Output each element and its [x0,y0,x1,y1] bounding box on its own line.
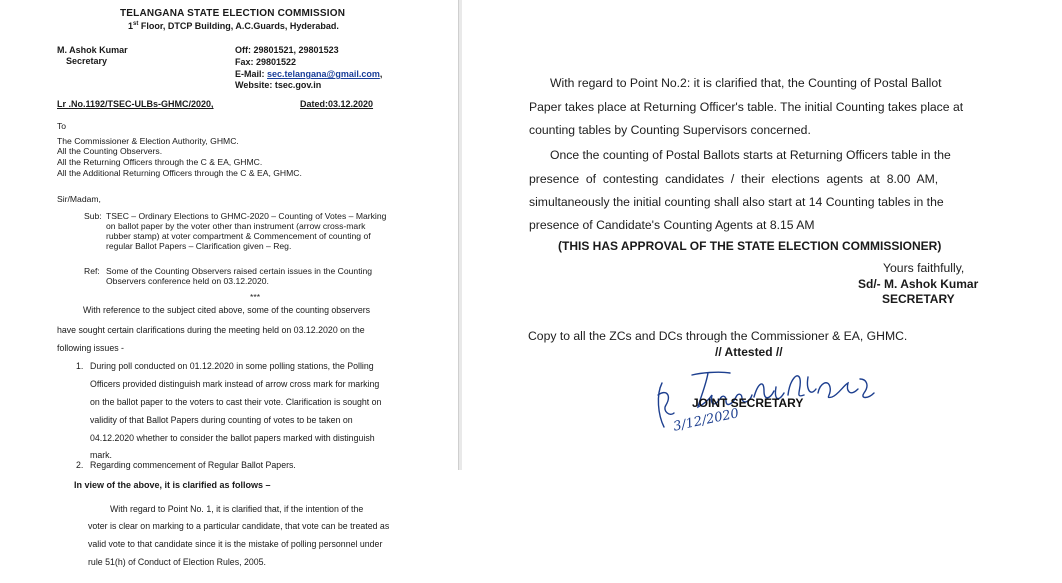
clarified-heading: In view of the above, it is clarified as follows – [74,480,271,490]
point1-line: With regard to Point No. 1, it is clarified that, if the intention of the [110,504,364,514]
to-label: To [57,121,67,131]
handwritten-signature [648,365,888,460]
issue-line: Regarding commencement of Regular Ballot Papers. [90,460,296,470]
subject-label: Sub: [84,211,102,221]
ref-line: Observers conference held on 03.12.2020. [106,276,269,286]
website-line: Website: tsec.gov.in [235,80,322,90]
salutation: Sir/Madam, [57,194,101,204]
letterhead-org: TELANGANA STATE ELECTION COMMISSION [120,8,346,19]
letter-page-1 [0,0,458,583]
addressee-line: All the Returning Officers through the C & EA, GHMC. [57,157,263,167]
letter-page-2 [462,0,1062,583]
intro-line: following issues - [57,343,124,353]
point2-line: With regard to Point No.2: it is clarified that, the Counting of Postal Ballot [550,76,942,90]
email-link[interactable]: sec.telangana@gmail.com [267,69,380,79]
copy-to-line: Copy to all the ZCs and DCs through the Commissioner & EA, GHMC. [528,329,908,343]
issue-line: 04.12.2020 whether to consider the ballot papers marked with distinguish [90,433,375,443]
issue-number: 1. [76,361,84,371]
point1-line: voter is clear on marking to a particular candidate, that vote can be treated as [88,521,390,531]
addressee-line: All the Additional Returning Officers through the C & EA, GHMC. [57,168,302,178]
postal-line: presence of contesting candidates / their elections agents at 8.00 AM, [529,172,939,186]
issue-line: During poll conducted on 01.12.2020 in some polling stations, the Polling [90,361,374,371]
postal-line: Once the counting of Postal Ballots starts at Returning Officers table in the [550,148,951,162]
closing-phrase: Yours faithfully, [883,261,965,275]
separator: *** [250,292,261,302]
subject-line: rubber stamp) at voter compartment & Commencement of counting of [106,231,371,241]
issue-line: Officers provided distinguish mark instead of arrow cross mark for marking [90,379,380,389]
ref-line: Some of the Counting Observers raised certain issues in the Counting [106,266,373,276]
letterhead-address: 1st Floor, DTCP Building, A.C.Guards, Hyderabad. [128,21,339,31]
signed-title: SECRETARY [882,292,955,306]
signed-name: Sd/- M. Ashok Kumar [858,277,979,291]
point1-line: rule 51(h) of Conduct of Election Rules, 2005. [88,557,266,567]
joint-secretary-title: JOINT SECRETARY [692,396,804,410]
page-divider [458,0,459,470]
intro-line: have sought certain clarifications during the meeting held on 03.12.2020 on the [57,325,365,335]
issue-number: 2. [76,460,84,470]
signature-date: 3/12/2020 [672,406,741,435]
letter-date: Dated:03.12.2020 [300,99,374,109]
addressee-line: The Commissioner & Election Authority, GHMC. [57,136,239,146]
office-phone: Off: 29801521, 29801523 [235,45,339,55]
point2-line: counting tables by Counting Supervisors concerned. [529,123,811,137]
issue-line: validity of that Ballot Papers during counting of votes to be taken on [90,415,353,425]
point2-line: Paper takes place at Returning Officer's table. The initial Counting takes place at [529,100,964,114]
ref-label: Ref: [84,266,100,276]
addressee-line: All the Counting Observers. [57,146,163,156]
issue-line: mark. [90,450,112,460]
email-line: E-Mail: sec.telangana@gmail.com, [235,69,383,79]
approval-note: (THIS HAS APPROVAL OF THE STATE ELECTION COMMISSIONER) [558,239,942,253]
letter-number: Lr .No.1192/TSEC-ULBs-GHMC/2020, [57,99,214,109]
issue-line: on the ballot paper to the voters to cast their vote. Clarification is sought on [90,397,382,407]
intro-line: With reference to the subject cited above, some of the counting observers [83,305,371,315]
subject-line: on ballot paper by the voter other than instrument (arrow cross-mark [106,221,366,231]
attested-mark: // Attested // [715,345,783,359]
subject-line: regular Ballot Papers – Clarification given – Reg. [106,241,292,251]
postal-line: presence of Candidate's Counting Agents at 8.15 AM [529,218,815,232]
postal-line: simultaneously the initial counting shall also start at 14 Counting tables in the [529,195,944,209]
point1-line: valid vote to that candidate since it is the mistake of polling personnel under [88,539,383,549]
sender-name: M. Ashok Kumar [57,45,128,55]
subject-line: TSEC – Ordinary Elections to GHMC-2020 – Counting of Votes – Marking [106,211,387,221]
sender-designation: Secretary [66,56,108,66]
fax-number: Fax: 29801522 [235,57,297,67]
